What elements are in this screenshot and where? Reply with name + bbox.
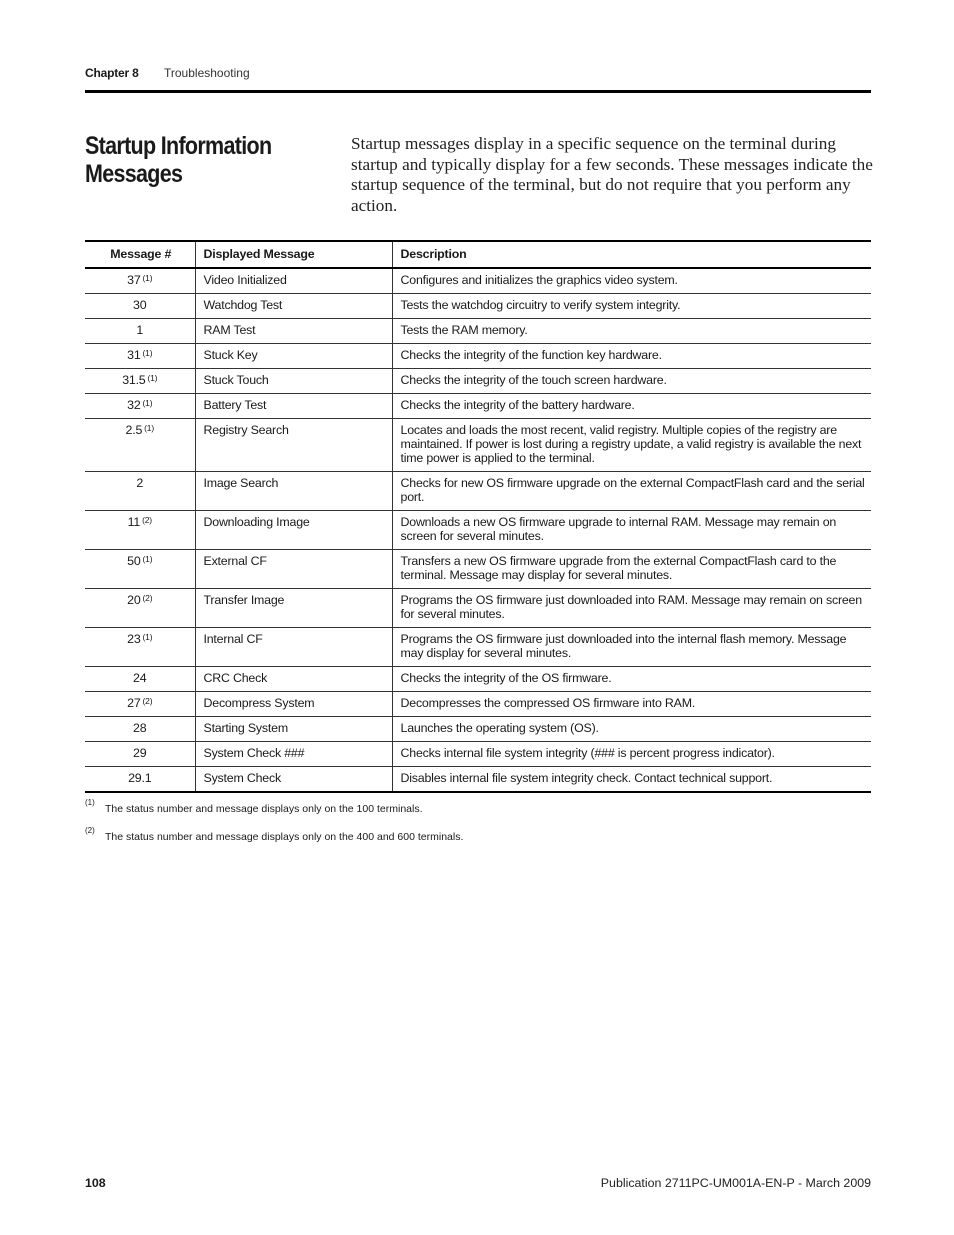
footnote-text: The status number and message displays only on the 100 terminals. [105,803,423,815]
table-row [85,394,871,419]
footnotes [85,798,871,854]
description-cell: Checks internal file system integrity (### is percent progress indicator). [392,742,871,767]
message-number-cell [85,717,195,742]
page-header [85,66,871,93]
message-number-cell [85,268,195,294]
message-number-cell [85,394,195,419]
displayed-message-cell: Image Search [195,472,392,511]
message-number: 31.5 [122,373,146,387]
table-row [85,717,871,742]
table-row [85,742,871,767]
column-header-message-number: Message # [85,241,195,268]
description-cell: Decompresses the compressed OS firmware into RAM. [392,692,871,717]
footnote-reference: (1) [142,273,153,283]
description-cell: Checks the integrity of the function key hardware. [392,344,871,369]
table-row [85,268,871,294]
footnote-reference: (1) [144,423,154,433]
message-number: 28 [133,721,147,735]
section-title-line-2: Messages [85,160,183,188]
message-number: 20 [127,593,141,607]
description-cell: Configures and initializes the graphics video system. [392,268,871,294]
message-number: 27 [127,696,141,710]
description-cell: Checks the integrity of the battery hardware. [392,394,871,419]
table-row [85,692,871,717]
message-number: 2 [136,476,144,490]
section-title [85,132,291,188]
table-row [85,419,871,472]
footnote-reference: (1) [142,348,153,358]
message-number-cell [85,692,195,717]
description-cell: Checks the integrity of the touch screen hardware. [392,369,871,394]
message-number-cell [85,511,195,550]
message-number: 50 [127,554,141,568]
footnote-reference: (2) [142,593,153,603]
table-row [85,294,871,319]
table-row [85,319,871,344]
table-row [85,767,871,793]
description-cell: Checks the integrity of the OS firmware. [392,667,871,692]
table-header-row [85,241,871,268]
message-number: 24 [133,671,147,685]
table-row [85,472,871,511]
chapter-title: Troubleshooting [164,66,250,80]
displayed-message-cell: RAM Test [195,319,392,344]
message-number: 11 [127,515,141,529]
startup-messages-table [85,240,871,793]
displayed-message-cell: Transfer Image [195,589,392,628]
displayed-message-cell: Registry Search [195,419,392,472]
footnote-mark: (1) [85,798,95,807]
message-number-cell [85,742,195,767]
table-row [85,550,871,589]
table-row [85,589,871,628]
table-body [85,268,871,792]
message-number: 2.5 [125,423,143,437]
displayed-message-cell: Video Initialized [195,268,392,294]
message-number-cell [85,550,195,589]
displayed-message-cell: Starting System [195,717,392,742]
description-cell: Transfers a new OS firmware upgrade from the external CompactFlash card to the terminal. Message may display for several minutes. [392,550,871,589]
displayed-message-cell: Decompress System [195,692,392,717]
displayed-message-cell: System Check [195,767,392,793]
message-number-cell [85,628,195,667]
footnote-reference: (2) [142,515,152,525]
footnote-reference: (2) [142,696,153,706]
page-number: 108 [85,1176,106,1190]
message-number-cell [85,419,195,472]
footnote-reference: (1) [142,632,153,642]
description-cell: Programs the OS firmware just downloaded into the internal flash memory. Message may display for several minutes. [392,628,871,667]
footnote [85,826,871,854]
message-number-cell [85,294,195,319]
table-header [85,241,871,268]
displayed-message-cell: CRC Check [195,667,392,692]
table-row [85,344,871,369]
message-number: 1 [136,323,144,337]
message-number-cell [85,472,195,511]
message-number-cell [85,369,195,394]
description-cell: Launches the operating system (OS). [392,717,871,742]
column-header-displayed-message: Displayed Message [195,241,392,268]
table-row [85,628,871,667]
displayed-message-cell: External CF [195,550,392,589]
displayed-message-cell: Internal CF [195,628,392,667]
message-number: 31 [127,348,141,362]
message-number-cell [85,589,195,628]
description-cell: Disables internal file system integrity check. Contact technical support. [392,767,871,793]
message-number: 29.1 [128,771,152,785]
description-cell: Downloads a new OS firmware upgrade to internal RAM. Message may remain on screen for several minutes. [392,511,871,550]
message-number: 37 [127,273,141,287]
displayed-message-cell: Downloading Image [195,511,392,550]
intro-paragraph: Startup messages display in a specific sequence on the terminal during startup and typically display for a few seconds. These messages indicate the startup sequence of the terminal, but do not require that you perform any action. [351,134,873,215]
message-number-cell [85,767,195,793]
footnote-reference: (1) [147,373,158,383]
message-number: 29 [133,746,147,760]
message-number-cell [85,344,195,369]
description-cell: Tests the RAM memory. [392,319,871,344]
displayed-message-cell: System Check ### [195,742,392,767]
description-cell: Programs the OS firmware just downloaded into RAM. Message may remain on screen for several minutes. [392,589,871,628]
description-cell: Locates and loads the most recent, valid registry. Multiple copies of the registry are maintained. If power is lost during a registry update, a valid registry is available the next time power is applied to the terminal. [392,419,871,472]
displayed-message-cell: Stuck Key [195,344,392,369]
displayed-message-cell: Battery Test [195,394,392,419]
description-cell: Checks for new OS firmware upgrade on the external CompactFlash card and the serial port. [392,472,871,511]
chapter-label: Chapter 8 [85,66,139,80]
message-number: 32 [127,398,141,412]
footnote-reference: (1) [142,554,153,564]
message-number: 23 [127,632,141,646]
description-cell: Tests the watchdog circuitry to verify system integrity. [392,294,871,319]
table-row [85,369,871,394]
footnote-text: The status number and message displays only on the 400 and 600 terminals. [105,831,464,843]
displayed-message-cell: Watchdog Test [195,294,392,319]
message-number-cell [85,319,195,344]
table-row [85,511,871,550]
footnote-mark: (2) [85,826,95,835]
publication-info: Publication 2711PC-UM001A-EN-P - March 2009 [600,1176,871,1190]
message-number-cell [85,667,195,692]
footnote-reference: (1) [142,398,153,408]
footnote [85,798,871,826]
section-title-line-1: Startup Information [85,132,272,160]
message-number: 30 [133,298,147,312]
displayed-message-cell: Stuck Touch [195,369,392,394]
table-row [85,667,871,692]
column-header-description: Description [392,241,871,268]
